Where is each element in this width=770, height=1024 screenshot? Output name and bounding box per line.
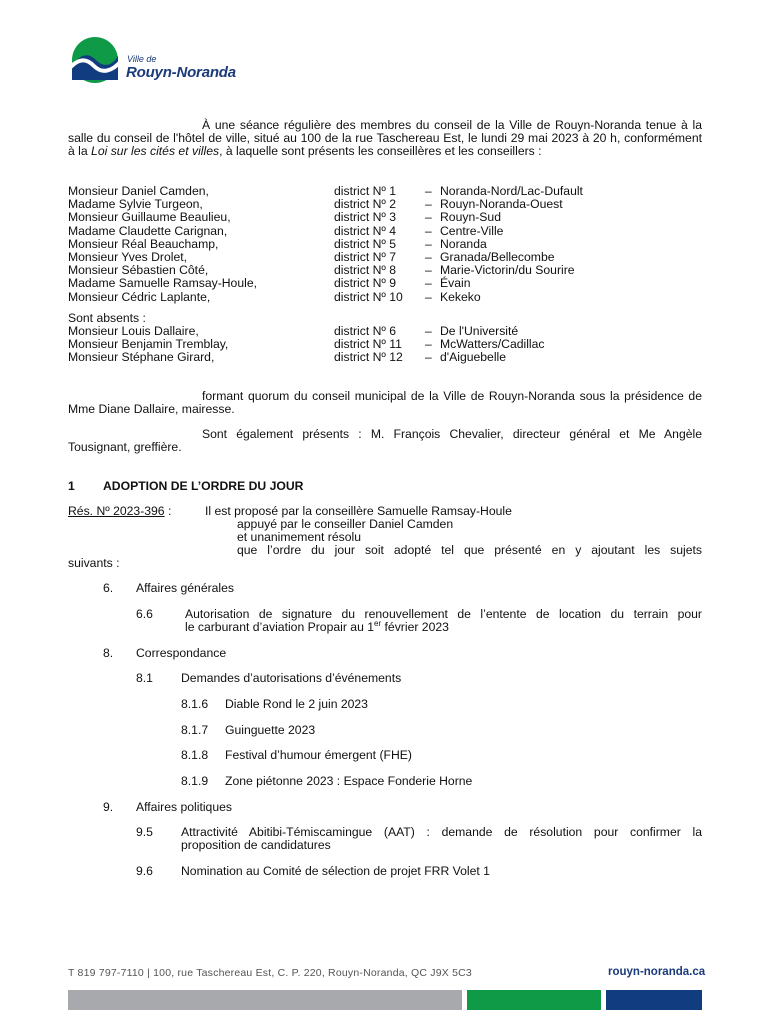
member-district: district Nº 1 [334, 184, 397, 198]
member-district: district Nº 7 [334, 250, 397, 265]
item-number: 9. [103, 800, 114, 814]
member-name: Monsieur Yves Drolet, [68, 250, 187, 265]
item-number: 8.1.7 [181, 723, 209, 737]
footer-bar-blue [606, 990, 702, 1010]
member-dash: – [425, 210, 432, 225]
member-name: Monsieur Guillaume Beaulieu, [68, 210, 231, 225]
also-present-paragraph: Sont également présents : M. François Chevalier, directeur général et Me Angèle Tousignant, greffière. [68, 427, 702, 455]
item-label: Demandes d’autorisations d’événements [181, 671, 402, 685]
resolution-line4: que l’ordre du jour soit adopté tel que présenté en y ajoutant les sujets [237, 543, 702, 557]
absent-members [68, 325, 545, 365]
section-number: 1 [68, 479, 75, 493]
member-dash: – [425, 250, 432, 265]
member-district: district Nº 10 [334, 289, 403, 304]
member-area: Kekeko [440, 289, 481, 304]
footer-contact: T 819 797-7110 | 100, rue Taschereau Est, C. P. 220, Rouyn-Noranda, QC J9X 5C3 [68, 967, 472, 979]
member-dash: – [425, 263, 432, 278]
member-dash: – [425, 223, 432, 238]
member-name: Monsieur Cédric Laplante, [68, 289, 211, 304]
present-members [68, 185, 583, 304]
member-dash: – [425, 324, 432, 338]
footer-bar-gray [68, 990, 462, 1010]
resolution-line3: et unanimement résolu [237, 530, 361, 544]
item-number: 8. [103, 646, 114, 660]
item-label: Nomination au Comité de sélection de projet FRR Volet 1 [181, 864, 490, 878]
member-name: Monsieur Louis Dallaire, [68, 324, 199, 338]
absent-label: Sont absents : [68, 311, 146, 325]
item-label-cont: le carburant d’aviation Propair au 1er février 2023 [185, 618, 449, 634]
item-label: Guinguette 2023 [225, 723, 316, 737]
member-area: De l'Université [440, 324, 519, 338]
item-number: 8.1.8 [181, 748, 209, 762]
member-name: Madame Samuelle Ramsay-Houle, [68, 276, 257, 291]
item-number: 9.6 [136, 864, 153, 878]
footer-url: rouyn-noranda.ca [608, 966, 706, 978]
logo-line2: Rouyn-Noranda [126, 64, 236, 81]
member-name: Monsieur Benjamin Tremblay, [68, 337, 229, 352]
member-row [68, 291, 583, 304]
member-area: Marie-Victorin/du Sourire [440, 263, 575, 278]
member-name: Monsieur Daniel Camden, [68, 184, 209, 198]
law-title: Loi sur les cités et villes [91, 144, 220, 159]
member-name: Madame Claudette Carignan, [68, 223, 228, 238]
item-label: Attractivité Abitibi-Témiscamingue (AAT) : demande de résolution pour confirmer la [181, 825, 702, 839]
member-row [68, 277, 583, 290]
member-dash: – [425, 184, 432, 198]
member-area: Évain [440, 276, 471, 291]
resolution-line5: suivants : [68, 556, 120, 570]
item-number: 6.6 [136, 607, 153, 621]
item-number: 8.1.9 [181, 774, 209, 788]
item-label: Zone piétonne 2023 : Espace Fonderie Horne [225, 774, 473, 788]
member-row [68, 351, 545, 364]
item-label: Diable Rond le 2 juin 2023 [225, 697, 368, 711]
member-name: Madame Sylvie Turgeon, [68, 197, 203, 212]
item-number: 8.1 [136, 671, 153, 685]
member-district: district Nº 2 [334, 197, 397, 212]
member-district: district Nº 4 [334, 223, 397, 238]
member-district: district Nº 8 [334, 263, 397, 278]
footer-bar-green [467, 990, 601, 1010]
member-district: district Nº 5 [334, 236, 397, 251]
section-title: ADOPTION DE L’ORDRE DU JOUR [103, 479, 304, 493]
item-label: Festival d’humour émergent (FHE) [225, 748, 412, 762]
member-area: Granada/Bellecombe [440, 250, 555, 265]
member-dash: – [425, 236, 432, 251]
item-number: 8.1.6 [181, 697, 209, 711]
item-number: 6. [103, 581, 114, 595]
member-district: district Nº 11 [334, 337, 402, 352]
member-area: Rouyn-Sud [440, 210, 501, 225]
item-label: Affaires générales [136, 581, 235, 595]
member-dash: – [425, 197, 432, 212]
quorum-paragraph: formant quorum du conseil municipal de la Ville de Rouyn-Noranda sous la présidence de Mme Diane Dallaire, mairesse. [68, 389, 702, 417]
item-label-cont: proposition de candidatures [181, 838, 331, 852]
member-row [68, 211, 583, 224]
member-area: Noranda [440, 236, 487, 251]
member-name: Monsieur Sébastien Côté, [68, 263, 209, 278]
logo-line1: Ville de [127, 54, 157, 64]
member-name: Monsieur Réal Beauchamp, [68, 236, 219, 251]
member-area: Noranda-Nord/Lac-Dufault [440, 184, 583, 198]
intro-paragraph: À une séance régulière des membres du conseil de la Ville de Rouyn-Noranda tenue à la salle du conseil de l'hôtel de ville, situé au 100 de la rue Taschereau Est, le lundi 29 mai 2023 à 20 h, conformément à la Loi sur les cités et villes, à laquelle sont présents les conseillères et les conseillers : [68, 118, 702, 159]
member-dash: – [425, 289, 432, 304]
member-dash: – [425, 350, 432, 365]
member-district: district Nº 6 [334, 324, 397, 338]
member-district: district Nº 9 [334, 276, 397, 291]
item-label: Autorisation de signature du renouvellement de l’entente de location du terrain pour [185, 607, 702, 621]
item-label: Correspondance [136, 646, 227, 660]
member-dash: – [425, 276, 432, 291]
member-name: Monsieur Stéphane Girard, [68, 350, 215, 365]
resolution-line2: appuyé par le conseiller Daniel Camden [237, 517, 454, 531]
item-label: Affaires politiques [136, 800, 232, 814]
member-dash: – [425, 337, 432, 352]
member-area: Rouyn-Noranda-Ouest [440, 197, 563, 212]
member-district: district Nº 12 [334, 350, 403, 365]
item-number: 9.5 [136, 825, 153, 839]
member-area: McWatters/Cadillac [440, 337, 545, 352]
member-district: district Nº 3 [334, 210, 397, 225]
resolution-ref: Rés. Nº 2023-396 : [68, 504, 172, 518]
member-row [68, 225, 583, 238]
member-area: d'Aiguebelle [440, 350, 507, 365]
resolution-line1: Il est proposé par la conseillère Samuelle Ramsay-Houle [205, 504, 512, 518]
member-area: Centre-Ville [440, 223, 504, 238]
